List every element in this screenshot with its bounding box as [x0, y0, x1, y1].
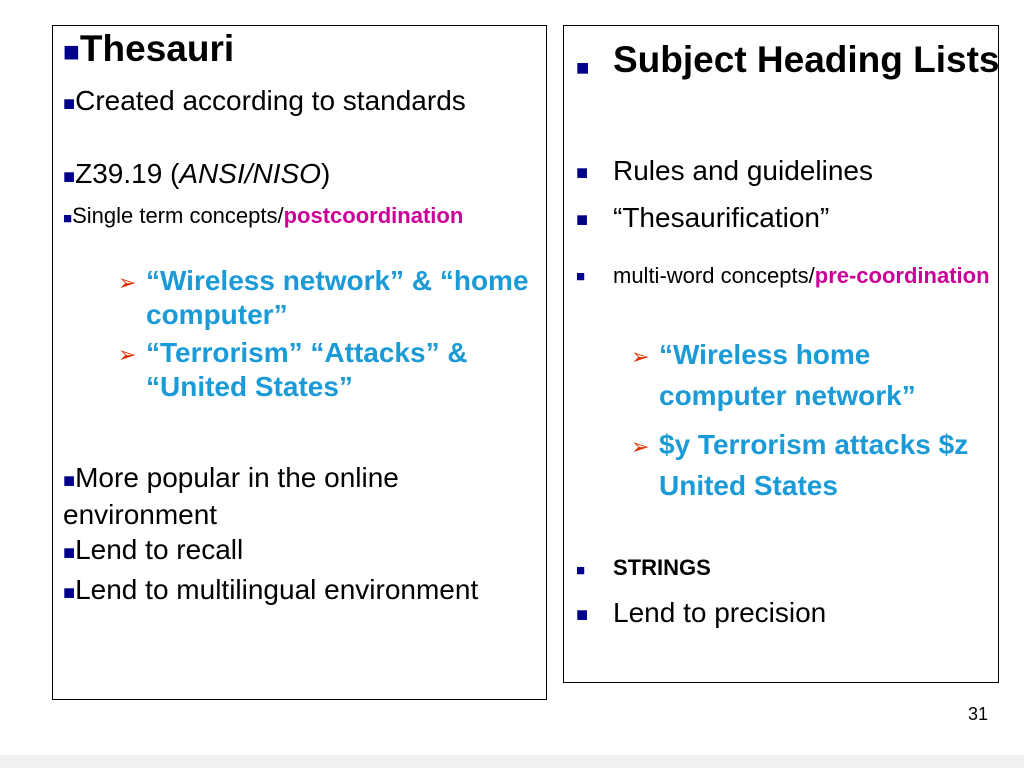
- sub-list-item: ➢ $y Terrorism attacks $z United States: [631, 424, 1004, 506]
- bullet-square-icon: ■: [63, 470, 76, 492]
- arrow-bullet-icon: ➢: [631, 434, 650, 459]
- bullet-square-icon: ■: [63, 36, 80, 67]
- list-item: ■Z39.19 (ANSI/NISO): [63, 158, 331, 189]
- arrow-bullet-icon: ➢: [118, 342, 137, 367]
- thesauri-heading: [63, 28, 234, 73]
- bullet-square-icon: ■: [63, 542, 76, 564]
- precoordination-highlight: pre-coordination: [814, 263, 990, 288]
- sub-list-item: ➢ “Terrorism” “Attacks” & “United States”: [118, 337, 468, 402]
- bullet-square-icon: ■: [576, 162, 589, 184]
- arrow-bullet-icon: ➢: [631, 344, 650, 369]
- bullet-square-icon: ■: [576, 55, 590, 80]
- subject-heading-title: ■ Subject Heading Lists: [576, 38, 1023, 82]
- list-item: ■ multi-word concepts/pre-coordination: [576, 258, 1023, 293]
- bullet-square-icon: ■: [576, 604, 589, 626]
- bullet-square-icon: ■: [576, 209, 589, 231]
- thesauri-panel: [52, 25, 547, 700]
- postcoordination-highlight: postcoordination: [283, 203, 464, 228]
- list-item: ■ STRINGS: [576, 554, 1023, 582]
- bullet-square-icon: ■: [576, 562, 586, 579]
- sub-list-item: ➢ “Wireless network” & “home computer”: [118, 265, 529, 330]
- bottom-bar: [0, 755, 1024, 768]
- arrow-bullet-icon: ➢: [118, 270, 137, 295]
- list-item: ■Lend to recall: [63, 534, 244, 565]
- bullet-square-icon: ■: [63, 93, 76, 115]
- thesauri-title: Thesauri: [79, 28, 235, 69]
- list-item: ■ Rules and guidelines: [576, 154, 1023, 188]
- slide-number: 31: [967, 704, 988, 724]
- bullet-square-icon: ■: [576, 268, 586, 285]
- list-item: ■ “Thesaurification”: [576, 201, 1023, 235]
- subject-heading-panel: [563, 25, 999, 683]
- list-item: ■Single term concepts/postcoordination: [63, 203, 464, 228]
- list-item: ■Created according to standards: [63, 85, 466, 116]
- bullet-square-icon: ■: [63, 582, 76, 604]
- list-item: ■Lend to multilingual environment: [63, 574, 479, 605]
- sub-list-item: ➢ “Wireless home computer network”: [631, 334, 1004, 416]
- bullet-square-icon: ■: [63, 210, 73, 227]
- list-item: ■More popular in the online environment: [63, 462, 399, 530]
- list-item: ■ Lend to precision: [576, 596, 1023, 630]
- bullet-square-icon: ■: [63, 166, 76, 188]
